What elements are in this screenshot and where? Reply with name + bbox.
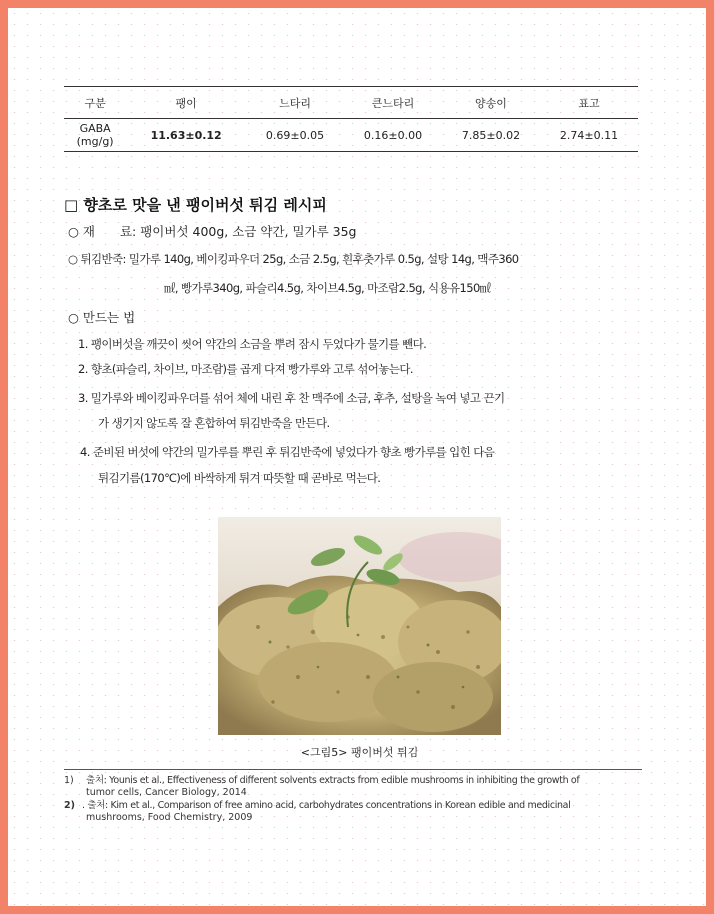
- batter-line-2: ㎖, 빵가루340g, 파슬리4.5g, 차이브4.5g, 마조람2.5g, 식용유150㎖: [164, 281, 491, 295]
- header-category: 구분: [64, 87, 126, 119]
- header-king-oyster: 큰느타리: [344, 87, 442, 119]
- footnote-1-number: 1): [64, 775, 74, 786]
- header-button-mushroom: 양송이: [442, 87, 540, 119]
- footnote-divider: [64, 769, 642, 770]
- step-3-cont: 가 생기지 않도록 잘 혼합하여 튀김반죽을 만든다.: [98, 416, 330, 430]
- header-enoki: 팽이: [126, 87, 246, 119]
- footnote-1-text: 출처: Younis et al., Effectiveness of different solvents extracts from edible mushrooms in inhibiting the growth of: [86, 775, 580, 786]
- cell-shiitake: 2.74±0.11: [540, 119, 638, 152]
- footnote-2-text: . 출처: Kim et al., Comparison of free amino acid, carbohydrates concentrations in Korean edible and medicinal: [82, 800, 571, 811]
- step-1: 1. 팽이버섯을 깨끗이 씻어 약간의 소금을 뿌려 잠시 두었다가 물기를 뺀다.: [78, 337, 427, 351]
- figure-caption: <그림5> 팽이버섯 튀김: [300, 746, 419, 759]
- footnote-1-cont: tumor cells, Cancer Biology, 2014: [86, 787, 247, 798]
- cell-oyster: 0.69±0.05: [246, 119, 344, 152]
- row-label-unit: (mg/g): [76, 135, 114, 148]
- cell-button-mushroom: 7.85±0.02: [442, 119, 540, 152]
- step-3: 3. 밀가루와 베이킹파우더를 섞어 체에 내린 후 찬 맥주에 소금, 후추, 설탕을 녹여 넣고 끈기: [78, 391, 505, 405]
- footnote-2-number: 2): [64, 800, 75, 811]
- cell-king-oyster: 0.16±0.00: [344, 119, 442, 152]
- row-label-name: GABA: [79, 122, 111, 135]
- cell-enoki: 11.63±0.12: [126, 119, 246, 152]
- batter-line-1: ○ 튀김반죽: 밀가루 140g, 베이킹파우더 25g, 소금 2.5g, 흰후춧가루 0.5g, 설탕 14g, 맥주360: [68, 252, 519, 266]
- method-title: ○ 만드는 법: [68, 310, 136, 325]
- fried-enoki-illustration: [218, 517, 501, 735]
- fried-enoki-photo: [218, 517, 501, 735]
- step-4: 4. 준비된 버섯에 약간의 밀가루를 뿌린 후 튀김반죽에 넣었다가 향초 빵가루를 입힌 다음: [80, 445, 495, 459]
- footnote-2-cont: mushrooms, Food Chemistry, 2009: [86, 812, 253, 823]
- row-label: [64, 119, 126, 152]
- recipe-title: □ 향초로 맛을 낸 팽이버섯 튀김 레시피: [64, 196, 327, 214]
- header-shiitake: 표고: [540, 87, 638, 119]
- step-2: 2. 향초(파슬리, 차이브, 마조람)를 곱게 다져 빵가루와 고루 섞어놓는다.: [78, 362, 413, 376]
- table-row: [64, 119, 638, 152]
- table-header-row: [64, 87, 638, 119]
- ingredients-line: ○ 재 료: 팽이버섯 400g, 소금 약간, 밀가루 35g: [68, 224, 357, 239]
- gaba-table: [64, 86, 638, 152]
- document-page: [8, 8, 706, 906]
- header-oyster: 느타리: [246, 87, 344, 119]
- step-4-cont: 튀김기름(170℃)에 바싹하게 튀겨 따뜻할 때 곧바로 먹는다.: [98, 471, 381, 485]
